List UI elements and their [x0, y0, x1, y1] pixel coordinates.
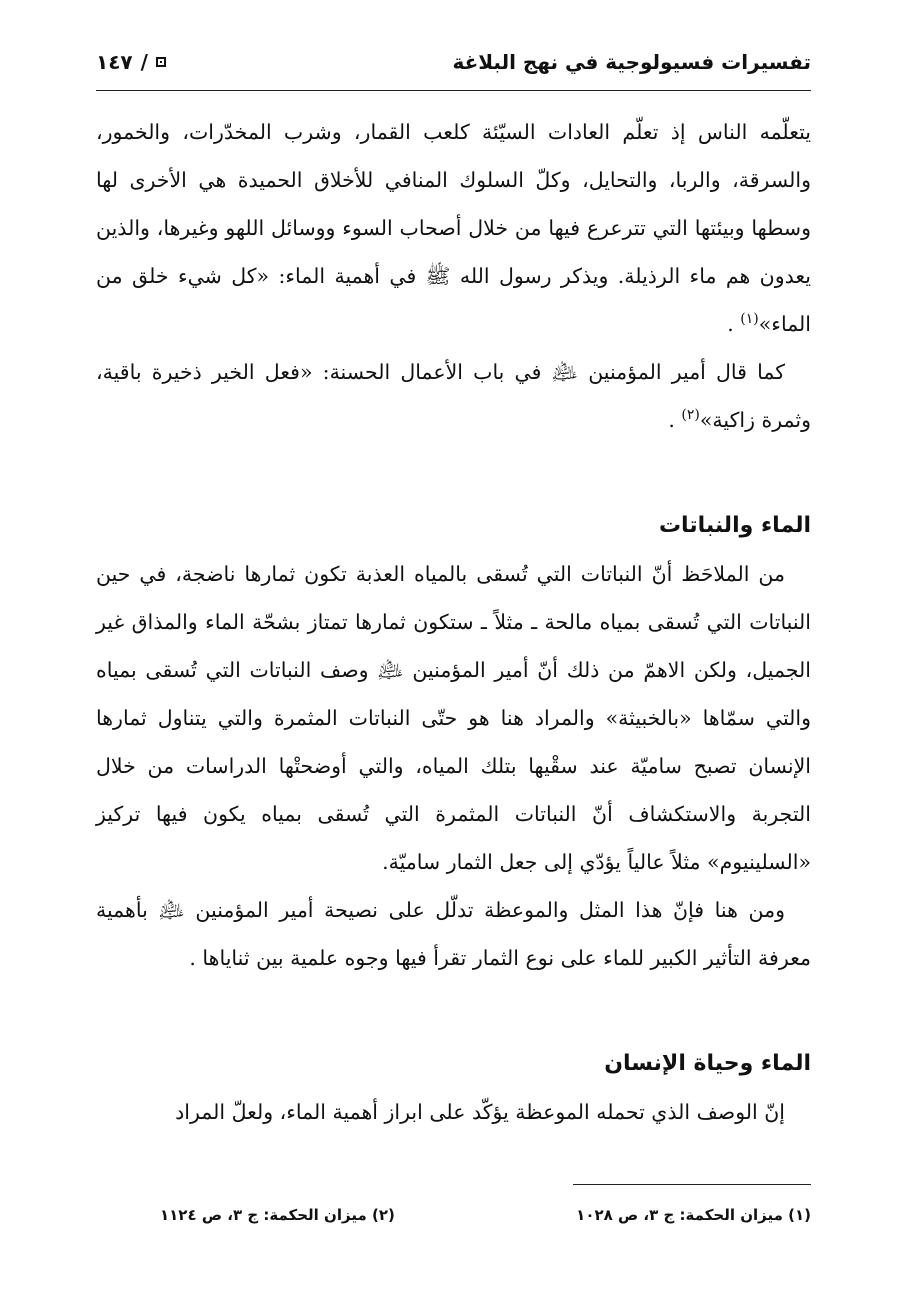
footnote-1: (١) ميزان الحكمة: ج ٣، ص ١٠٢٨	[576, 1206, 811, 1224]
footnotes	[160, 1206, 811, 1224]
footnote-2: (٢) ميزان الحكمة: ج ٣، ص ١١٢٤	[160, 1206, 395, 1224]
footnote-ref: (١)	[740, 311, 759, 328]
page-header	[96, 42, 811, 91]
page-body	[96, 108, 811, 1136]
square-ornament-icon	[156, 57, 166, 67]
paragraph: كما قال أمير المؤمنين ﵇ في باب الأعمال الحسنة: «فعل الخير ذخيرة باقية، وثمرة زاكية»$^{(٢)}$ .	[96, 360, 811, 432]
paragraph: من الملاحَظ أنّ النباتات التي تُسقى بالمياه العذبة تكون ثمارها ناضجة، في حين النباتات التي تُسقى بمياه مالحة ـ مثلاً ـ ستكون ثمارها تمتاز بشحّة الماء والمذاق غير الجميل، ولكن الاهمّ من ذلك أنّ أمير المؤمنين ﵇ وصف النباتات التي تُسقى بمياه والتي سمّاها «بالخبيثة» والمراد هنا هو حتّى النباتات المثمرة والتي يتناول ثمارها الإنسان تصبح ساميّة عند سقْيها بتلك المياه، والتي أوضحتْها الدراسات من خلال التجربة والاستكشاف أنّ النباتات المثمرة التي تُسقى بمياه يكون فيها تركيز «السلينيوم» مثلاً عالياً يؤدّي إلى جعل الثمار ساميّة.	[96, 562, 811, 874]
separator: /	[140, 50, 148, 74]
paragraph: يتعلّمه الناس إذ تعلّم العادات السيّئة كلعب القمار، وشرب المخدّرات، والخمور، والسرقة، والربا، والتحايل، وكلّ السلوك المنافي للأخلاق الحميدة هي الأخرى لها وسطها وبيئتها التي تترعرع فيها من خلال أصحاب السوء ووسائل اللهو وغيرها، والذين يعدون هم ماء الرذيلة. ويذكر رسول الله ﷺ في أهمية الماء: «كل شيء خلق من الماء»$^{(١)}$ .	[96, 120, 811, 336]
running-title: تفسيرات فسيولوجية في نهج البلاغة	[452, 50, 811, 74]
paragraph: إنّ الوصف الذي تحمله الموعظة يؤكّد على ابراز أهمية الماء، ولعلّ المراد	[175, 1100, 785, 1124]
section-heading: الماء وحياة الإنسان	[604, 1051, 811, 1076]
footnote-ref: (٢)	[681, 407, 700, 424]
page-number-block	[96, 50, 166, 74]
page-number: ١٤٧	[96, 50, 133, 74]
section-heading: الماء والنباتات	[658, 513, 811, 538]
footnote-divider	[573, 1184, 811, 1185]
paragraph: ومن هنا فإنّ هذا المثل والموعظة تدلّل على نصيحة أمير المؤمنين ﵇ بأهمية معرفة التأثير الكبير للماء على نوع الثمار تقرأ فيها وجوه علمية بين ثناياها .	[96, 898, 811, 970]
